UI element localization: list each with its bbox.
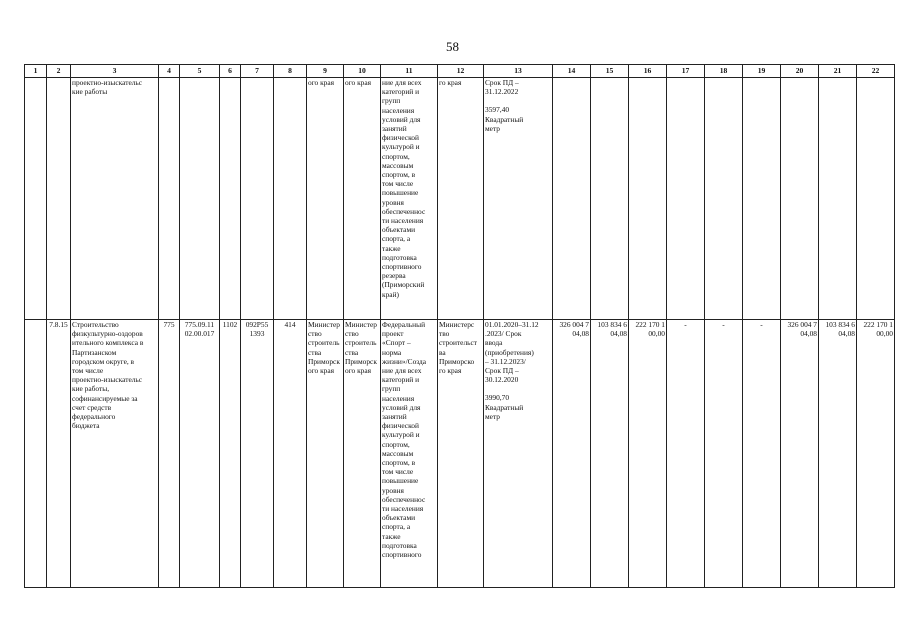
col-header-13: 13 [484, 65, 553, 78]
cell [47, 78, 71, 320]
cell [667, 78, 705, 320]
project-cell: Федеральный проект «Спорт – норма жизни»/Созда ние для всех категорий и групп населения условий для занятий физической культурой и спортом, массовым спортом, в том числе повышение уровня обеспеченнос ти населения объектами спорта, а также подготовка спортивного [381, 320, 438, 588]
cell [857, 78, 895, 320]
capacity-text: 3990,70 Квадратный метр [485, 393, 524, 421]
cell [159, 78, 180, 320]
deadline-text: 01.01.2020–31.12 .2023/ Срок ввода (приобретения) – 31.12.2023/ Срок ПД – 30.12.2020 [485, 320, 539, 385]
col-header-8: 8 [274, 65, 307, 78]
col-header-5: 5 [180, 65, 220, 78]
deadline-text: Срок ПД – 31.12.2022 [485, 78, 519, 97]
responsible-cell: Министерс тво строительст ва Приморско го края [438, 320, 484, 588]
header-row [25, 65, 895, 78]
cell [629, 78, 667, 320]
developer-cell: Министер ство строитель ства Приморск ого края [344, 320, 381, 588]
table-row [25, 320, 895, 588]
budget-table [24, 64, 895, 588]
cell [25, 320, 47, 588]
col-header-19: 19 [743, 65, 781, 78]
col-header-12: 12 [438, 65, 484, 78]
col-header-7: 7 [241, 65, 274, 78]
page-number: 58 [446, 39, 459, 54]
cell [180, 78, 220, 320]
col-header-4: 4 [159, 65, 180, 78]
col-header-14: 14 [553, 65, 591, 78]
cell [591, 78, 629, 320]
amount-cell: - [743, 320, 781, 588]
customer-cell: Министер ство строитель ства Приморск ого края [307, 320, 344, 588]
cell [781, 78, 819, 320]
section-code-cell: 1102 [220, 320, 241, 588]
table-row [25, 78, 895, 320]
project-cell: ние для всех категорий и групп населения условий для занятий физической культурой и спортом, массовым спортом, в том числе повышение уровня обеспеченнос ти населения объектами спорта, а также подготовка спортивного резерва (Приморский край) [381, 78, 438, 320]
col-header-11: 11 [381, 65, 438, 78]
amount-cell: - [705, 320, 743, 588]
capacity-text: 3597,40 Квадратный метр [485, 105, 524, 133]
col-header-17: 17 [667, 65, 705, 78]
amount-cell: 222 170 1 00,00 [629, 320, 667, 588]
amount-cell: - [667, 320, 705, 588]
cell [819, 78, 857, 320]
col-header-1: 1 [25, 65, 47, 78]
cell [705, 78, 743, 320]
col-header-10: 10 [344, 65, 381, 78]
cell [743, 78, 781, 320]
col-header-2: 2 [47, 65, 71, 78]
developer-cell: ого края [344, 78, 381, 320]
cell [25, 78, 47, 320]
col-header-20: 20 [781, 65, 819, 78]
customer-cell: ого края [307, 78, 344, 320]
cell [220, 78, 241, 320]
col-header-16: 16 [629, 65, 667, 78]
expense-type-cell: 414 [274, 320, 307, 588]
col-header-6: 6 [220, 65, 241, 78]
deadline-cell [484, 78, 553, 320]
amount-cell: 326 004 7 04,08 [553, 320, 591, 588]
object-name-cell: проектно-изыскательс кие работы [71, 78, 159, 320]
target-article-cell: 092P55 1393 [241, 320, 274, 588]
gr-code-cell: 775 [159, 320, 180, 588]
cell [241, 78, 274, 320]
object-code-cell: 775.09.11 02.00.017 [180, 320, 220, 588]
col-header-9: 9 [307, 65, 344, 78]
object-name-cell: Строительство физкультурно-оздоров ительного комплекса в Партизанском городском округе, в том числе проектно-изыскательс кие работы, софинансируемые за счет средств федерального бюджета [71, 320, 159, 588]
col-header-15: 15 [591, 65, 629, 78]
cell [274, 78, 307, 320]
responsible-cell: го края [438, 78, 484, 320]
col-header-21: 21 [819, 65, 857, 78]
deadline-cell [484, 320, 553, 588]
col-header-18: 18 [705, 65, 743, 78]
item-number-cell: 7.8.15 [47, 320, 71, 588]
cell [553, 78, 591, 320]
col-header-3: 3 [71, 65, 159, 78]
col-header-22: 22 [857, 65, 895, 78]
amount-cell: 222 170 1 00,00 [857, 320, 895, 588]
amount-cell: 326 004 7 04,08 [781, 320, 819, 588]
amount-cell: 103 834 6 04,08 [819, 320, 857, 588]
amount-cell: 103 834 6 04,08 [591, 320, 629, 588]
